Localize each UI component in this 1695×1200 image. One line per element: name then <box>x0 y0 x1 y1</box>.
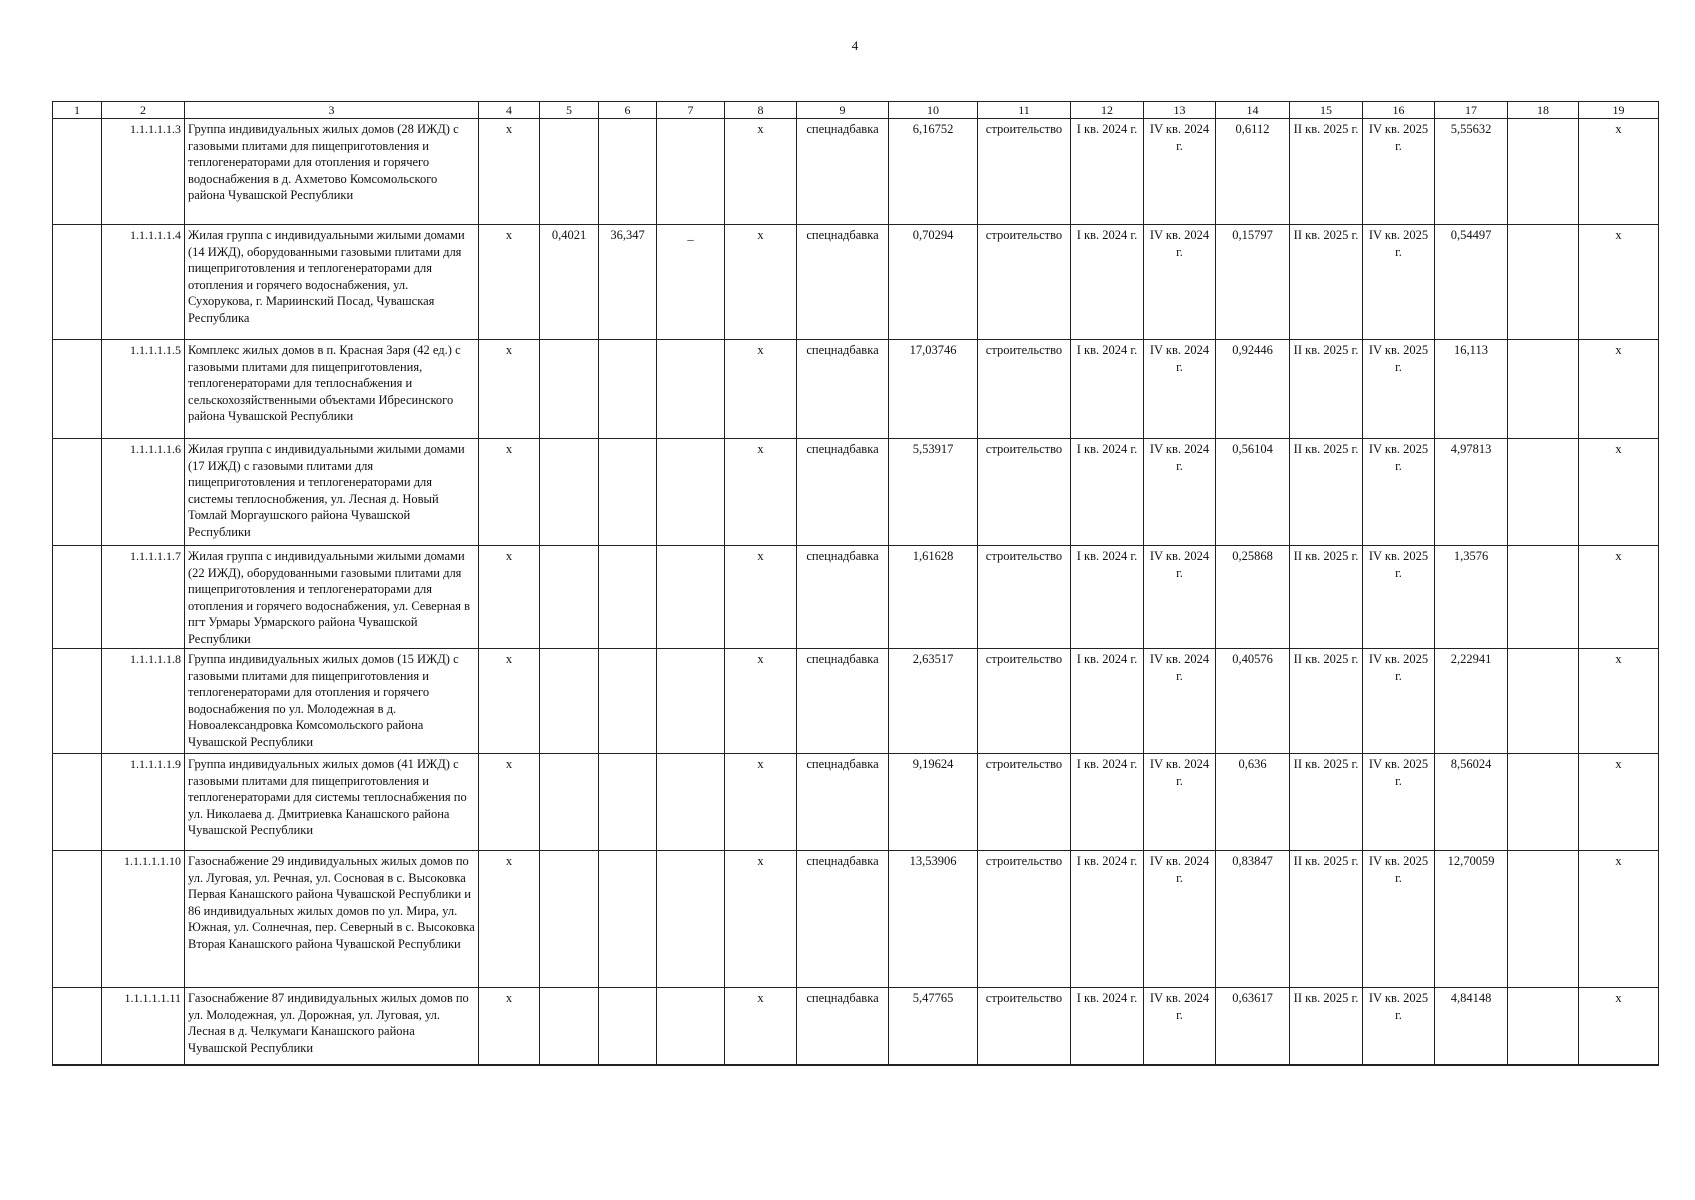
cell-col5 <box>540 851 599 988</box>
table-row <box>53 754 1659 851</box>
cell-value-14: 0,40576 <box>1216 649 1290 754</box>
item-description: Комплекс жилых домов в п. Красная Заря (42 ед.) с газовыми плитами для пищеприготовления, теплогенераторами для теплоснабжения и сельскохозяйственными объектами Ибресинского района Чувашской Республики <box>185 340 479 439</box>
cell-work-type: строительство <box>978 754 1071 851</box>
cell-value-17: 16,113 <box>1435 340 1508 439</box>
cell-start-date: I кв. 2024 г. <box>1071 851 1144 988</box>
cell-start-date: I кв. 2024 г. <box>1071 988 1144 1065</box>
cell-col8: x <box>725 649 797 754</box>
cell-funding-source: спецнадбавка <box>797 340 889 439</box>
header-cell: 19 <box>1579 102 1659 119</box>
cell-col4: x <box>479 439 540 546</box>
cell-col19: x <box>1579 851 1659 988</box>
cell-col6 <box>599 754 657 851</box>
cell-value-17: 1,3576 <box>1435 546 1508 649</box>
header-cell: 10 <box>889 102 978 119</box>
table-row <box>53 851 1659 988</box>
cell-end-date: IV кв. 2024 г. <box>1144 546 1216 649</box>
cell-col4: x <box>479 340 540 439</box>
cell-date-16: IV кв. 2025 г. <box>1363 439 1435 546</box>
header-cell: 14 <box>1216 102 1290 119</box>
cell-value-17: 0,54497 <box>1435 225 1508 340</box>
cell-col6 <box>599 988 657 1065</box>
header-cell: 16 <box>1363 102 1435 119</box>
cell-work-type: строительство <box>978 225 1071 340</box>
row-empty-cell <box>53 851 102 988</box>
item-number: 1.1.1.1.1.11 <box>102 988 185 1065</box>
cell-date-15: II кв. 2025 г. <box>1290 649 1363 754</box>
cell-work-type: строительство <box>978 119 1071 225</box>
cell-value-17: 4,97813 <box>1435 439 1508 546</box>
cell-value-14: 0,83847 <box>1216 851 1290 988</box>
header-cell: 3 <box>185 102 479 119</box>
cell-col7 <box>657 546 725 649</box>
cell-end-date: IV кв. 2024 г. <box>1144 439 1216 546</box>
cell-start-date: I кв. 2024 г. <box>1071 225 1144 340</box>
item-number: 1.1.1.1.1.10 <box>102 851 185 988</box>
cell-value-17: 5,55632 <box>1435 119 1508 225</box>
cell-total-cost: 2,63517 <box>889 649 978 754</box>
cell-col7 <box>657 340 725 439</box>
cell-col6 <box>599 439 657 546</box>
row-empty-cell <box>53 988 102 1065</box>
cell-value-14: 0,63617 <box>1216 988 1290 1065</box>
cell-col7 <box>657 851 725 988</box>
cell-col19: x <box>1579 439 1659 546</box>
cell-start-date: I кв. 2024 г. <box>1071 439 1144 546</box>
cell-col19: x <box>1579 649 1659 754</box>
table-body <box>53 119 1659 1065</box>
cell-value-14: 0,6112 <box>1216 119 1290 225</box>
cell-date-16: IV кв. 2025 г. <box>1363 546 1435 649</box>
cell-col6 <box>599 119 657 225</box>
cell-end-date: IV кв. 2024 г. <box>1144 340 1216 439</box>
cell-col4: x <box>479 546 540 649</box>
cell-work-type: строительство <box>978 851 1071 988</box>
cell-end-date: IV кв. 2024 г. <box>1144 754 1216 851</box>
header-cell: 18 <box>1508 102 1579 119</box>
cell-funding-source: спецнадбавка <box>797 225 889 340</box>
row-empty-cell <box>53 340 102 439</box>
cell-value-14: 0,15797 <box>1216 225 1290 340</box>
cell-date-16: IV кв. 2025 г. <box>1363 754 1435 851</box>
cell-funding-source: спецнадбавка <box>797 119 889 225</box>
cell-col7 <box>657 988 725 1065</box>
item-number: 1.1.1.1.1.8 <box>102 649 185 754</box>
cell-col7 <box>657 754 725 851</box>
cell-work-type: строительство <box>978 649 1071 754</box>
header-cell: 1 <box>53 102 102 119</box>
cell-total-cost: 6,16752 <box>889 119 978 225</box>
table-row <box>53 439 1659 546</box>
item-description: Группа индивидуальных жилых домов (15 ИЖД) с газовыми плитами для пищеприготовления и теплогенераторами для отопления и горячего водоснабжения по ул. Молодежная в д. Новоалександровка Комсомольского района Чувашской Республики <box>185 649 479 754</box>
cell-col5 <box>540 754 599 851</box>
cell-end-date: IV кв. 2024 г. <box>1144 649 1216 754</box>
item-description: Газоснабжение 29 индивидуальных жилых домов по ул. Луговая, ул. Речная, ул. Сосновая в с. Высоковка Первая Канашского района Чувашской Республики и 86 индивидуальных жилых домов по ул. Мира, ул. Южная, ул. Солнечная, пер. Северный в с. Высоковка Вторая Канашского района Чувашской Республики <box>185 851 479 988</box>
cell-funding-source: спецнадбавка <box>797 546 889 649</box>
row-empty-cell <box>53 754 102 851</box>
cell-col18 <box>1508 119 1579 225</box>
header-cell: 12 <box>1071 102 1144 119</box>
cell-funding-source: спецнадбавка <box>797 754 889 851</box>
item-description: Жилая группа с индивидуальными жилыми домами (22 ИЖД), оборудованными газовыми плитами для пищеприготовления и теплогенераторами для отопления и горячего водоснабжения, ул. Северная в пгт Урмары Урмарского района Чувашской Республики <box>185 546 479 649</box>
cell-col5 <box>540 988 599 1065</box>
cell-col19: x <box>1579 988 1659 1065</box>
cell-value-14: 0,56104 <box>1216 439 1290 546</box>
cell-col8: x <box>725 340 797 439</box>
cell-col5 <box>540 119 599 225</box>
cell-work-type: строительство <box>978 546 1071 649</box>
cell-value-14: 0,25868 <box>1216 546 1290 649</box>
cell-end-date: IV кв. 2024 г. <box>1144 119 1216 225</box>
item-number: 1.1.1.1.1.6 <box>102 439 185 546</box>
cell-value-17: 12,70059 <box>1435 851 1508 988</box>
cell-col7 <box>657 649 725 754</box>
item-description: Газоснабжение 87 индивидуальных жилых домов по ул. Молодежная, ул. Дорожная, ул. Луговая, ул. Лесная в д. Челкумаги Канашского района Чувашской Республики <box>185 988 479 1065</box>
cell-date-16: IV кв. 2025 г. <box>1363 225 1435 340</box>
cell-col8: x <box>725 439 797 546</box>
cell-col8: x <box>725 546 797 649</box>
item-number: 1.1.1.1.1.7 <box>102 546 185 649</box>
item-description: Группа индивидуальных жилых домов (28 ИЖД) с газовыми плитами для пищеприготовления и теплогенераторами для отопления и горячего водоснабжения в д. Ахметово Комсомольского района Чувашской Республики <box>185 119 479 225</box>
cell-end-date: IV кв. 2024 г. <box>1144 225 1216 340</box>
row-empty-cell <box>53 649 102 754</box>
cell-date-15: II кв. 2025 г. <box>1290 439 1363 546</box>
item-number: 1.1.1.1.1.3 <box>102 119 185 225</box>
cell-funding-source: спецнадбавка <box>797 988 889 1065</box>
cell-start-date: I кв. 2024 г. <box>1071 340 1144 439</box>
cell-value-14: 0,92446 <box>1216 340 1290 439</box>
cell-col6 <box>599 851 657 988</box>
table-row <box>53 988 1659 1065</box>
cell-col8: x <box>725 988 797 1065</box>
cell-col18 <box>1508 851 1579 988</box>
header-cell: 7 <box>657 102 725 119</box>
cell-start-date: I кв. 2024 г. <box>1071 754 1144 851</box>
header-cell: 15 <box>1290 102 1363 119</box>
cell-funding-source: спецнадбавка <box>797 439 889 546</box>
cell-col18 <box>1508 754 1579 851</box>
table-row <box>53 225 1659 340</box>
cell-date-16: IV кв. 2025 г. <box>1363 119 1435 225</box>
cell-col5 <box>540 649 599 754</box>
cell-col8: x <box>725 119 797 225</box>
cell-col19: x <box>1579 546 1659 649</box>
cell-start-date: I кв. 2024 г. <box>1071 649 1144 754</box>
cell-col18 <box>1508 340 1579 439</box>
cell-col5 <box>540 340 599 439</box>
cell-start-date: I кв. 2024 г. <box>1071 119 1144 225</box>
cell-col4: x <box>479 851 540 988</box>
cell-value-17: 2,22941 <box>1435 649 1508 754</box>
table-row <box>53 649 1659 754</box>
cell-col6 <box>599 340 657 439</box>
cell-col7 <box>657 119 725 225</box>
cell-col6: 36,347 <box>599 225 657 340</box>
cell-col8: x <box>725 225 797 340</box>
cell-col7: _ <box>657 225 725 340</box>
cell-total-cost: 5,53917 <box>889 439 978 546</box>
cell-col8: x <box>725 851 797 988</box>
cell-total-cost: 9,19624 <box>889 754 978 851</box>
cell-end-date: IV кв. 2024 г. <box>1144 851 1216 988</box>
cell-col7 <box>657 439 725 546</box>
cell-funding-source: спецнадбавка <box>797 851 889 988</box>
cell-col4: x <box>479 225 540 340</box>
cell-value-17: 4,84148 <box>1435 988 1508 1065</box>
item-description: Группа индивидуальных жилых домов (41 ИЖД) с газовыми плитами для пищеприготовления и теплогенераторами для системы теплоснабжения по ул. Николаева д. Дмитриевка Канашского района Чувашской Республики <box>185 754 479 851</box>
cell-col8: x <box>725 754 797 851</box>
cell-col5 <box>540 439 599 546</box>
cell-end-date: IV кв. 2024 г. <box>1144 988 1216 1065</box>
cell-col4: x <box>479 649 540 754</box>
cell-total-cost: 1,61628 <box>889 546 978 649</box>
cell-total-cost: 5,47765 <box>889 988 978 1065</box>
header-cell: 9 <box>797 102 889 119</box>
table-row <box>53 119 1659 225</box>
cell-col19: x <box>1579 340 1659 439</box>
header-cell: 13 <box>1144 102 1216 119</box>
cell-date-15: II кв. 2025 г. <box>1290 340 1363 439</box>
cell-date-15: II кв. 2025 г. <box>1290 754 1363 851</box>
cell-date-15: II кв. 2025 г. <box>1290 546 1363 649</box>
item-description: Жилая группа с индивидуальными жилыми домами (14 ИЖД), оборудованными газовыми плитами для пищеприготовления и теплогенераторами для отопления и горячего водоснабжения, ул. Сухорукова, г. Мариинский Посад, Чувашская Республика <box>185 225 479 340</box>
item-description: Жилая группа с индивидуальными жилыми домами (17 ИЖД) с газовыми плитами для пищеприготовления и теплогенераторами для системы теплоснобжения, ул. Лесная д. Новый Томлай Моргаушского района Чувашской Республики <box>185 439 479 546</box>
cell-col5 <box>540 546 599 649</box>
row-empty-cell <box>53 439 102 546</box>
cell-date-15: II кв. 2025 г. <box>1290 119 1363 225</box>
cell-col19: x <box>1579 754 1659 851</box>
header-cell: 11 <box>978 102 1071 119</box>
header-cell: 17 <box>1435 102 1508 119</box>
cell-col5: 0,4021 <box>540 225 599 340</box>
table-row <box>53 546 1659 649</box>
investment-program-table <box>52 101 1659 1066</box>
cell-date-15: II кв. 2025 г. <box>1290 225 1363 340</box>
cell-value-14: 0,636 <box>1216 754 1290 851</box>
cell-col19: x <box>1579 225 1659 340</box>
cell-date-16: IV кв. 2025 г. <box>1363 649 1435 754</box>
cell-total-cost: 17,03746 <box>889 340 978 439</box>
cell-total-cost: 13,53906 <box>889 851 978 988</box>
table-row <box>53 340 1659 439</box>
header-cell: 8 <box>725 102 797 119</box>
row-empty-cell <box>53 119 102 225</box>
cell-funding-source: спецнадбавка <box>797 649 889 754</box>
cell-col18 <box>1508 649 1579 754</box>
header-cell: 2 <box>102 102 185 119</box>
cell-col18 <box>1508 439 1579 546</box>
cell-col4: x <box>479 119 540 225</box>
cell-col6 <box>599 649 657 754</box>
cell-date-15: II кв. 2025 г. <box>1290 988 1363 1065</box>
page-number: 4 <box>851 38 859 53</box>
cell-col6 <box>599 546 657 649</box>
cell-work-type: строительство <box>978 988 1071 1065</box>
cell-col4: x <box>479 988 540 1065</box>
cell-col4: x <box>479 754 540 851</box>
cell-value-17: 8,56024 <box>1435 754 1508 851</box>
cell-col18 <box>1508 225 1579 340</box>
cell-work-type: строительство <box>978 439 1071 546</box>
cell-date-16: IV кв. 2025 г. <box>1363 988 1435 1065</box>
cell-date-16: IV кв. 2025 г. <box>1363 851 1435 988</box>
cell-total-cost: 0,70294 <box>889 225 978 340</box>
cell-col18 <box>1508 988 1579 1065</box>
row-empty-cell <box>53 546 102 649</box>
column-number-row <box>53 102 1659 119</box>
header-cell: 4 <box>479 102 540 119</box>
cell-date-15: II кв. 2025 г. <box>1290 851 1363 988</box>
cell-col18 <box>1508 546 1579 649</box>
item-number: 1.1.1.1.1.4 <box>102 225 185 340</box>
header-cell: 5 <box>540 102 599 119</box>
cell-start-date: I кв. 2024 г. <box>1071 546 1144 649</box>
header-cell: 6 <box>599 102 657 119</box>
cell-date-16: IV кв. 2025 г. <box>1363 340 1435 439</box>
cell-work-type: строительство <box>978 340 1071 439</box>
item-number: 1.1.1.1.1.5 <box>102 340 185 439</box>
item-number: 1.1.1.1.1.9 <box>102 754 185 851</box>
row-empty-cell <box>53 225 102 340</box>
cell-col19: x <box>1579 119 1659 225</box>
